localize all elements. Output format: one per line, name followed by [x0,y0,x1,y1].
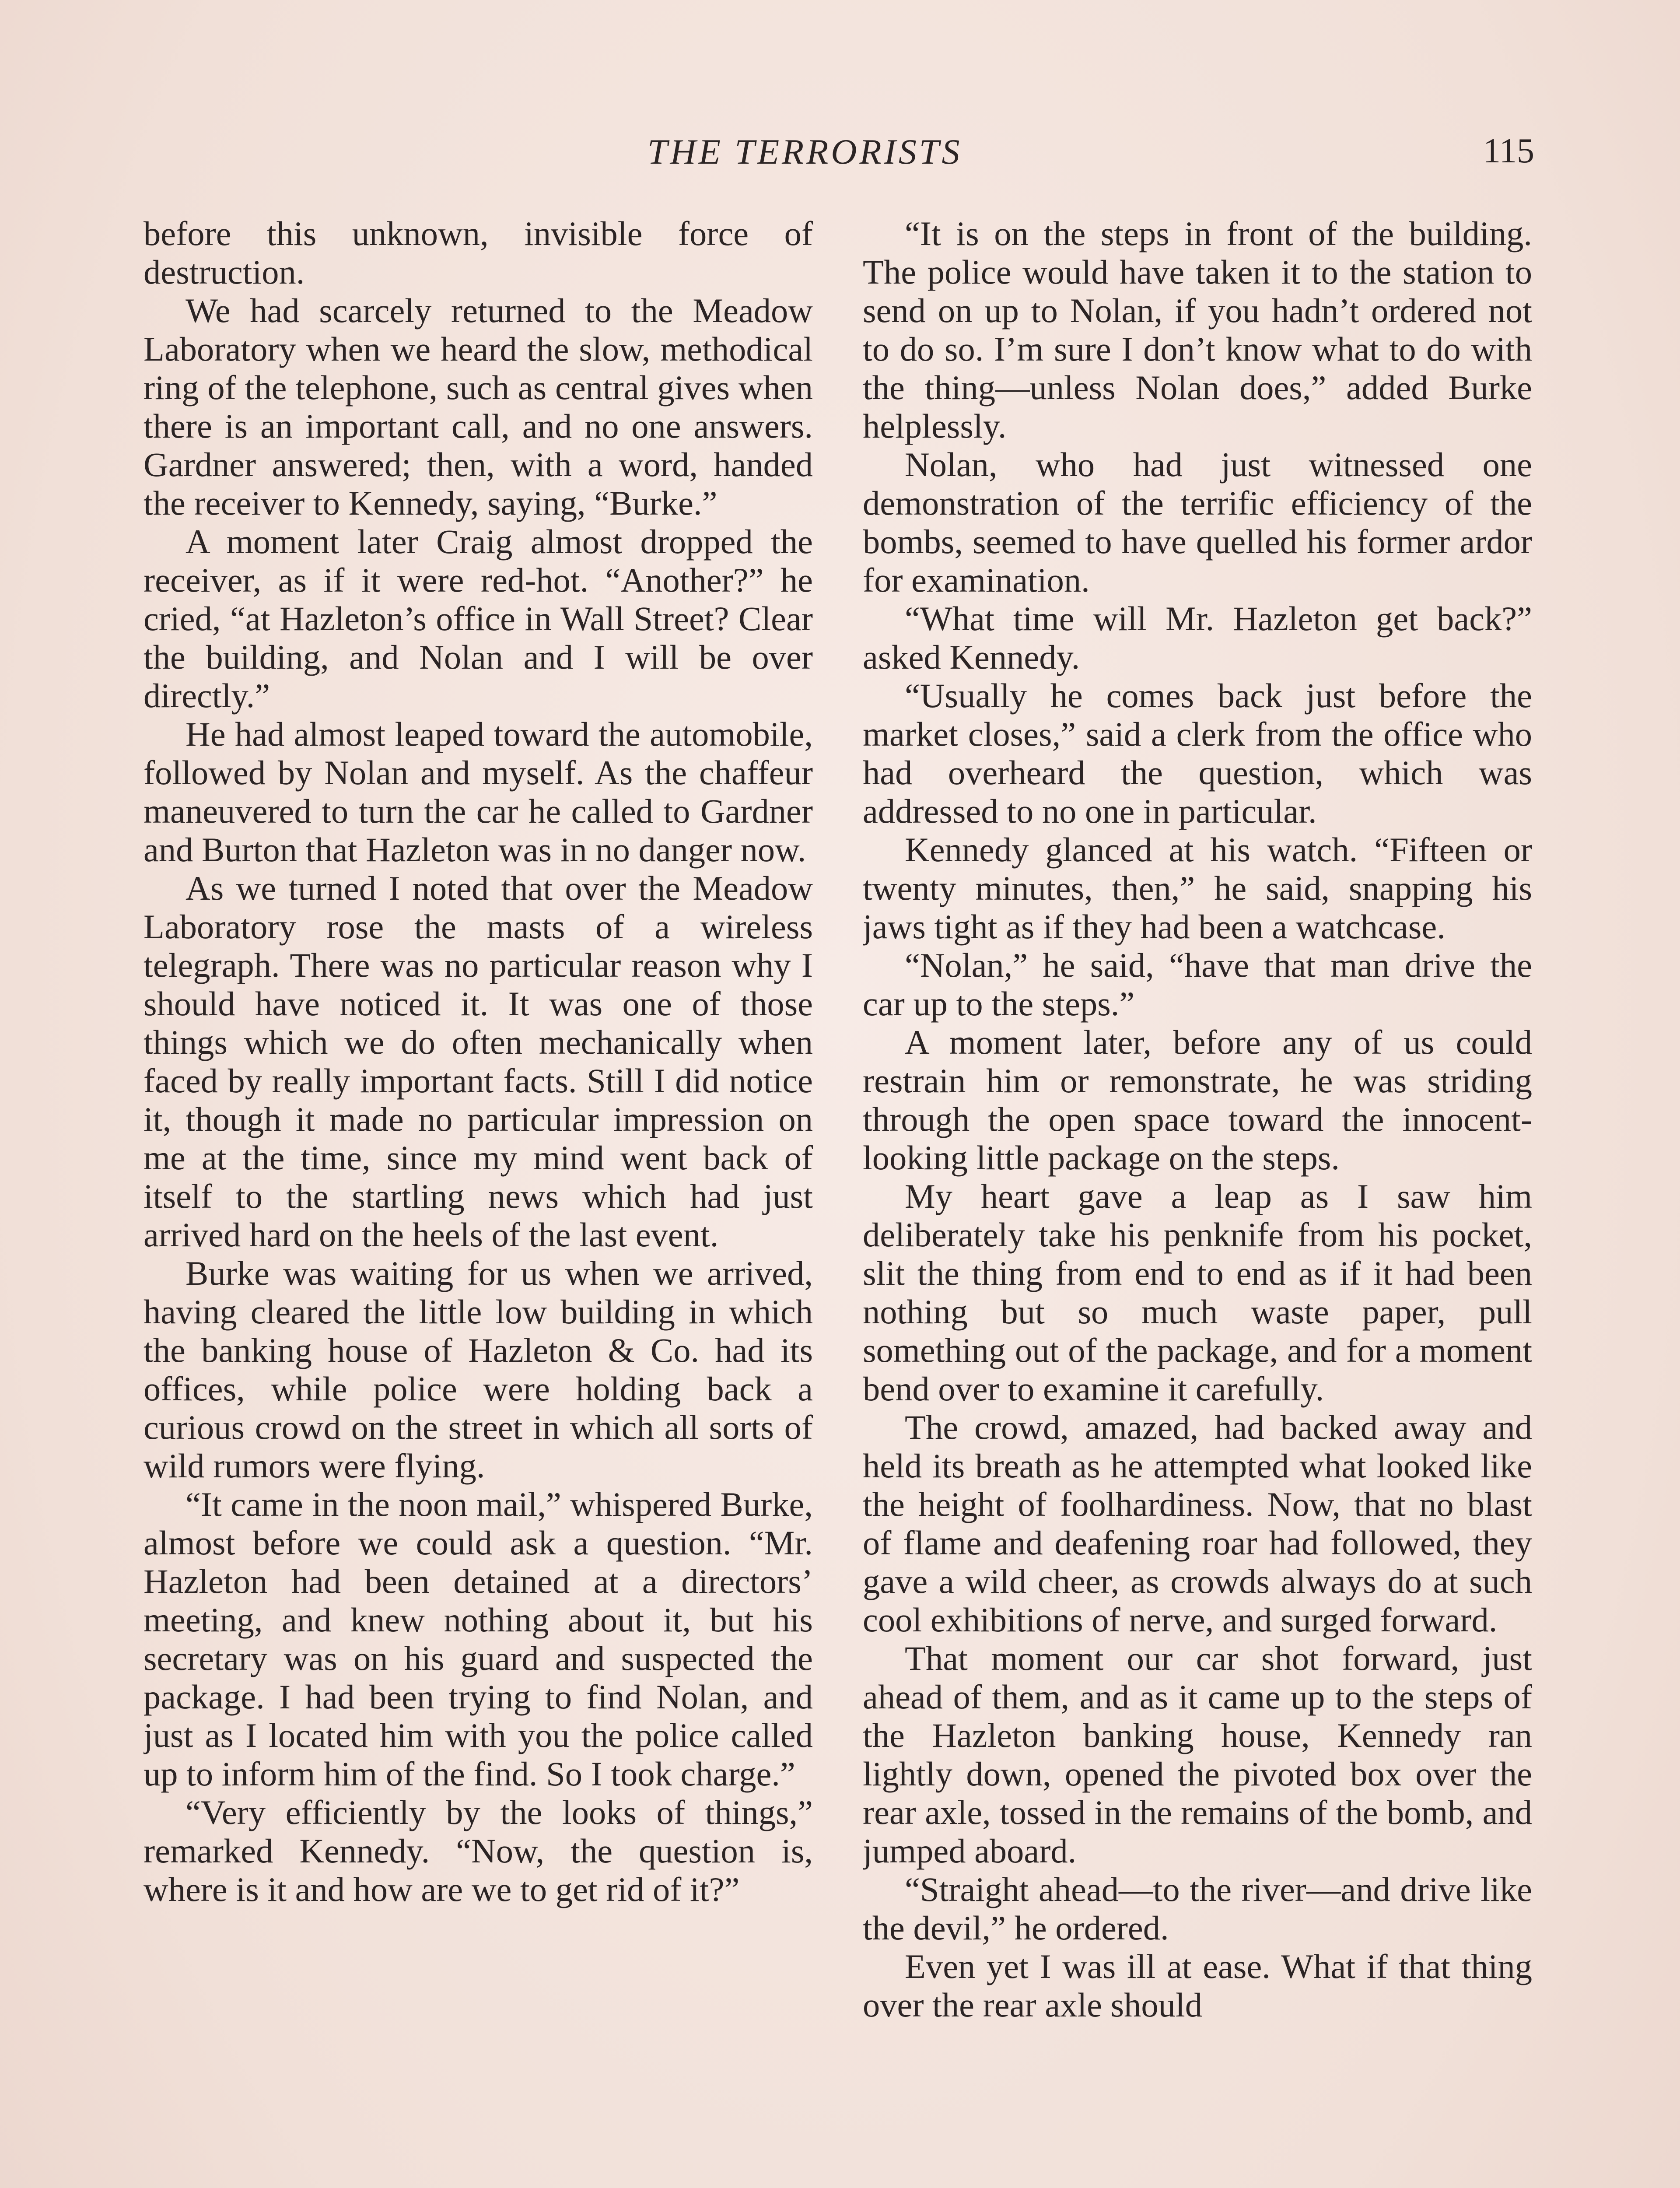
paragraph: before this unknown, invisible force of destruction. [144,214,813,291]
paragraph: That moment our car shot forward, just ahead of them, and as it came up to the steps of the Hazleton banking house, Kennedy ran lightly down, opened the pivoted box over the rear axle, tossed in the remains of the bomb, and jumped aboard. [863,1639,1532,1870]
paragraph: Even yet I was ill at ease. What if that thing over the rear axle should [863,1947,1532,2024]
running-title: THE TERRORISTS [648,132,962,172]
paragraph: The crowd, amazed, had backed away and held its breath as he attempted what looked like the height of foolhardiness. Now, that no blast of flame and deafening roar had followed, they gave a wild cheer, as crowds always do at such cool exhibitions of nerve, and surged forward. [863,1408,1532,1639]
paragraph: Burke was waiting for us when we arrived, having cleared the little low building in which the banking house of Hazleton & Co. had its offices, while police were holding back a curious crowd on the street in which all sorts of wild rumors were flying. [144,1254,813,1485]
paragraph: “What time will Mr. Hazleton get back?” asked Kennedy. [863,600,1532,676]
paragraph: He had almost leaped toward the automobile, followed by Nolan and myself. As the chaffeur maneuvered to turn the car he called to Gardner and Burton that Hazleton was in no danger now. [144,715,813,869]
paragraph: As we turned I noted that over the Meadow Laboratory rose the masts of a wireless telegraph. There was no particular reason why I should have noticed it. It was one of those things which we do often mechanically when faced by really important facts. Still I did notice it, though it made no particular impression on me at the time, since my mind went back of itself to the startling news which had just arrived hard on the heels of the last event. [144,869,813,1254]
paragraph: Nolan, who had just witnessed one demonstration of the terrific efficiency of the bombs, seemed to have quelled his former ardor for examination. [863,445,1532,599]
left-column [144,214,813,2188]
paragraph: “Nolan,” he said, “have that man drive the car up to the steps.” [863,946,1532,1023]
running-head [0,131,1680,184]
paragraph: “It is on the steps in front of the building. The police would have taken it to the station to send on up to Nolan, if you hadn’t ordered not to do so. I’m sure I don’t know what to do with the thing—unless Nolan does,” added Burke helplessly. [863,214,1532,445]
paragraph: My heart gave a leap as I saw him deliberately take his penknife from his pocket, slit the thing from end to end as if it had been nothing but so much waste paper, pull something out of the package, and for a moment bend over to examine it carefully. [863,1177,1532,1408]
paragraph: “Usually he comes back just before the market closes,” said a clerk from the office who had overheard the question, which was addressed to no one in particular. [863,677,1532,830]
paragraph: “It came in the noon mail,” whispered Burke, almost before we could ask a question. “Mr. Hazleton had been detained at a directors’ meeting, and knew nothing about it, but his secretary was on his guard and suspected the package. I had been trying to find Nolan, and just as I located him with you the police called up to inform him of the find. So I took charge.” [144,1485,813,1793]
paragraph: A moment later, before any of us could restrain him or remonstrate, he was striding through the open space toward the innocent-looking little package on the steps. [863,1023,1532,1177]
paragraph: Kennedy glanced at his watch. “Fifteen or twenty minutes, then,” he said, snapping his jaws tight as if they had been a watchcase. [863,831,1532,946]
paragraph: A moment later Craig almost dropped the receiver, as if it were red-hot. “Another?” he cried, “at Hazleton’s office in Wall Street? Clear the building, and Nolan and I will be over directly.” [144,522,813,715]
paragraph: “Very efficiently by the looks of things,” remarked Kennedy. “Now, the question is, where is it and how are we to get rid of it?” [144,1793,813,1908]
paragraph: “Straight ahead—to the river—and drive like the devil,” he ordered. [863,1870,1532,1947]
page-number: 115 [1483,132,1535,170]
right-column [863,214,1532,2188]
paragraph: We had scarcely returned to the Meadow Laboratory when we heard the slow, methodical ring of the telephone, such as central gives when there is an important call, and no one answers. Gardner answered; then, with a word, handed the receiver to Kennedy, saying, “Burke.” [144,291,813,522]
